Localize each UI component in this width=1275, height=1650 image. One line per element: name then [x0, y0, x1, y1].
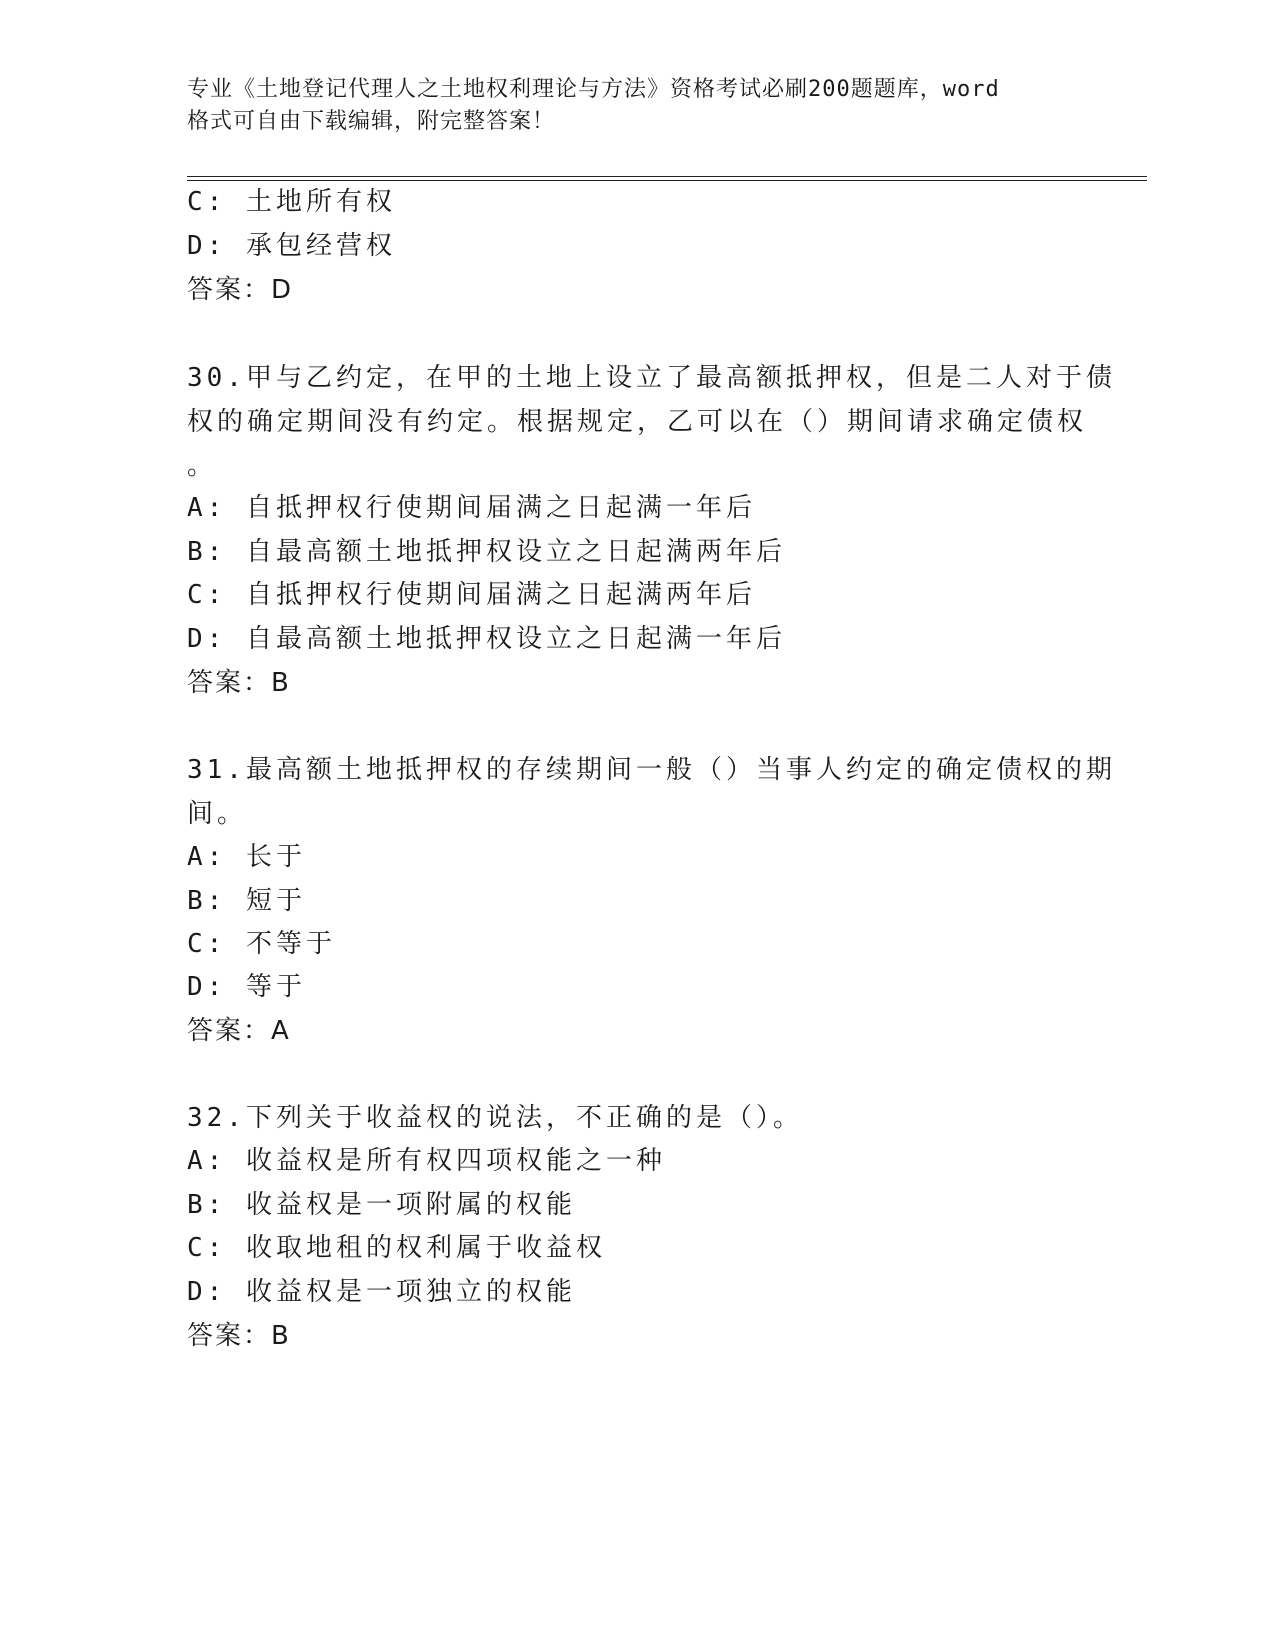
- q30-option-a: A: 自抵押权行使期间届满之日起满一年后: [187, 493, 756, 523]
- q30-answer: 答案：B: [187, 668, 291, 698]
- document-header: [187, 74, 1087, 138]
- q31-option-a: A: 长于: [187, 842, 306, 872]
- q32-answer: 答案：B: [187, 1321, 291, 1351]
- question-32-line-1: 32.下列关于收益权的说法，不正确的是（）。: [187, 1103, 803, 1133]
- question-30-line-1: 30.甲与乙约定，在甲的土地上设立了最高额抵押权，但是二人对于债: [187, 363, 1116, 393]
- q32-option-b: B: 收益权是一项附属的权能: [187, 1190, 576, 1220]
- option-d: D: 承包经营权: [187, 231, 396, 261]
- q32-option-a: A: 收益权是所有权四项权能之一种: [187, 1146, 666, 1176]
- q31-option-b: B: 短于: [187, 886, 306, 916]
- question-30-line-2: 权的确定期间没有约定。根据规定，乙可以在（）期间请求确定债权: [187, 407, 1088, 437]
- q32-option-c: C: 收取地租的权利属于收益权: [187, 1233, 606, 1263]
- header-line-2: 格式可自由下载编辑，附完整答案！: [187, 109, 556, 134]
- q31-answer: 答案：A: [187, 1016, 291, 1046]
- answer-line: 答案：D: [187, 275, 294, 305]
- q30-option-b: B: 自最高额土地抵押权设立之日起满两年后: [187, 537, 786, 567]
- q31-option-c: C: 不等于: [187, 929, 336, 959]
- q31-option-d: D: 等于: [187, 972, 306, 1002]
- header-line-1: 专业《土地登记代理人之土地权利理论与方法》资格考试必刷200题题库，word: [187, 77, 1000, 102]
- q30-option-c: C: 自抵押权行使期间届满之日起满两年后: [187, 580, 756, 610]
- question-31-line-2: 间。: [187, 799, 248, 829]
- question-30-line-3: 。: [187, 451, 218, 481]
- option-c: C: 土地所有权: [187, 187, 396, 217]
- question-31-line-1: 31.最高额土地抵押权的存续期间一般（）当事人约定的确定债权的期: [187, 755, 1116, 785]
- q30-option-d: D: 自最高额土地抵押权设立之日起满一年后: [187, 624, 786, 654]
- header-divider: [187, 176, 1147, 181]
- q32-option-d: D: 收益权是一项独立的权能: [187, 1277, 576, 1307]
